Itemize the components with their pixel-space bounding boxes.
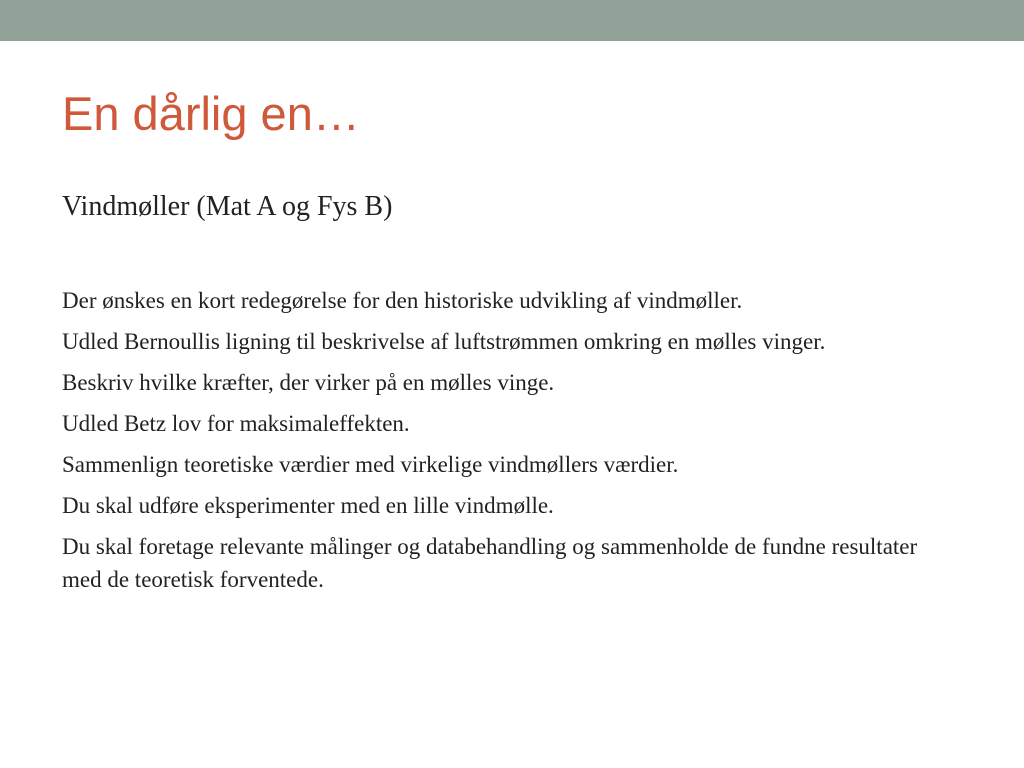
task-item-6: Du skal udføre eksperimenter med en lille vindmølle.: [62, 493, 554, 518]
top-accent-bar: [0, 0, 1024, 41]
slide-subtitle: Vindmøller (Mat A og Fys B): [62, 191, 393, 222]
slide-title: En dårlig en…: [62, 87, 360, 140]
task-item-4: Udled Betz lov for maksimaleffekten.: [62, 411, 410, 436]
slide-body: [62, 188, 942, 592]
task-item-3: Beskriv hvilke kræfter, der virker på en mølles vinge.: [62, 370, 555, 395]
task-item-7: Du skal foretage relevante målinger og databehandling og sammenholde de fundne resultater med de teoretisk forventede.: [62, 534, 918, 592]
task-list: [62, 284, 942, 604]
task-item-1: Der ønskes en kort redegørelse for den historiske udvikling af vindmøller.: [62, 288, 743, 313]
task-item-2: Udled Bernoullis ligning til beskrivelse af luftstrømmen omkring en mølles vinger.: [62, 329, 826, 354]
task-item-5: Sammenlign teoretiske værdier med virkelige vindmøllers værdier.: [62, 452, 679, 477]
